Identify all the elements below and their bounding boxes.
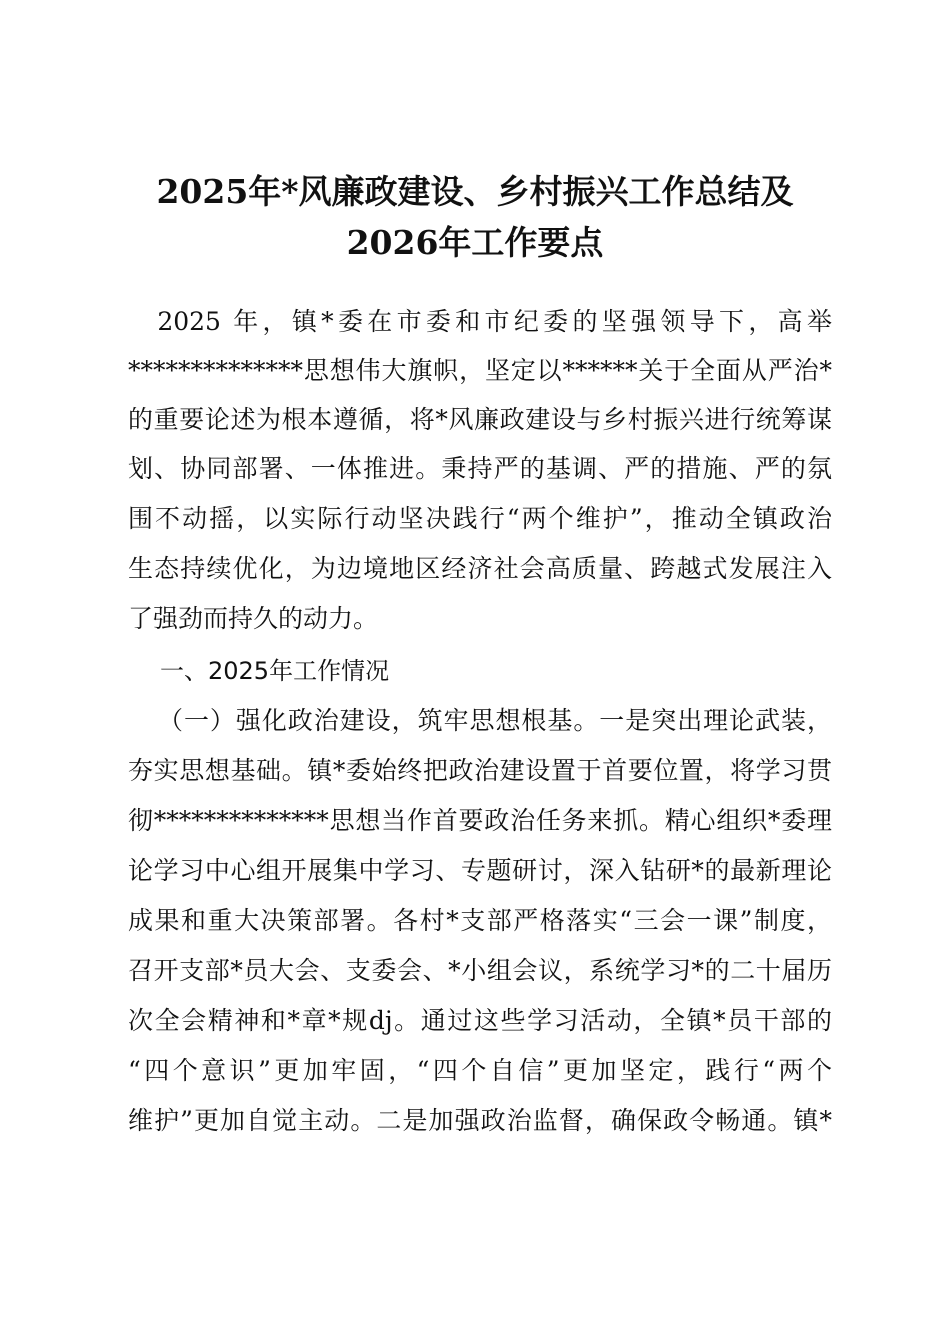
paragraph-2-line-8: “四个意识”更加牢固，“四个自信”更加坚定，践行“两个: [128, 1056, 832, 1085]
document-title-line-1: 2025年*风廉政建设、乡村振兴工作总结及: [156, 172, 794, 211]
paragraph-1-line-4: 划、协同部署、一体推进。秉持严的基调、严的措施、严的氛: [128, 454, 832, 483]
paragraph-1-line-3: 的重要论述为根本遵循，将*风廉政建设与乡村振兴进行统筹谋: [128, 405, 832, 434]
paragraph-2-line-7: 次全会精神和*章*规dj。通过这些学习活动，全镇*员干部的: [128, 1006, 832, 1035]
paragraph-2-line-1: （一）强化政治建设，筑牢思想根基。一是突出理论武装，: [158, 706, 832, 735]
paragraph-1-line-7: 了强劲而持久的动力。: [128, 604, 379, 633]
paragraph-1-line-5: 围不动摇，以实际行动坚决践行“两个维护”，推动全镇政治: [128, 504, 832, 533]
paragraph-2-line-2: 夯实思想基础。镇*委始终把政治建设置于首要位置，将学习贯: [128, 756, 832, 785]
paragraph-1-line-1: 2025 年，镇*委在市委和市纪委的坚强领导下，高举: [128, 307, 832, 336]
document-title-line-2: 2026年工作要点: [346, 223, 604, 262]
paragraph-2-line-6: 召开支部*员大会、支委会、*小组会议，系统学习*的二十届历: [128, 956, 832, 985]
paragraph-1-line-2: **************思想伟大旗帜，坚定以******关于全面从严治*: [128, 356, 832, 385]
paragraph-1-line-6: 生态持续优化，为边境地区经济社会高质量、跨越式发展注入: [128, 554, 832, 583]
paragraph-2-line-5: 成果和重大决策部署。各村*支部严格落实“三会一课”制度，: [128, 906, 832, 935]
paragraph-2-line-4: 论学习中心组开展集中学习、专题研讨，深入钻研*的最新理论: [128, 856, 832, 885]
section-heading: 一、2025年工作情况: [160, 657, 390, 685]
paragraph-2-line-9: 维护”更加自觉主动。二是加强政治监督，确保政令畅通。镇*: [128, 1106, 832, 1135]
paragraph-2-line-3: 彻**************思想当作首要政治任务来抓。精心组织*委理: [128, 806, 832, 835]
